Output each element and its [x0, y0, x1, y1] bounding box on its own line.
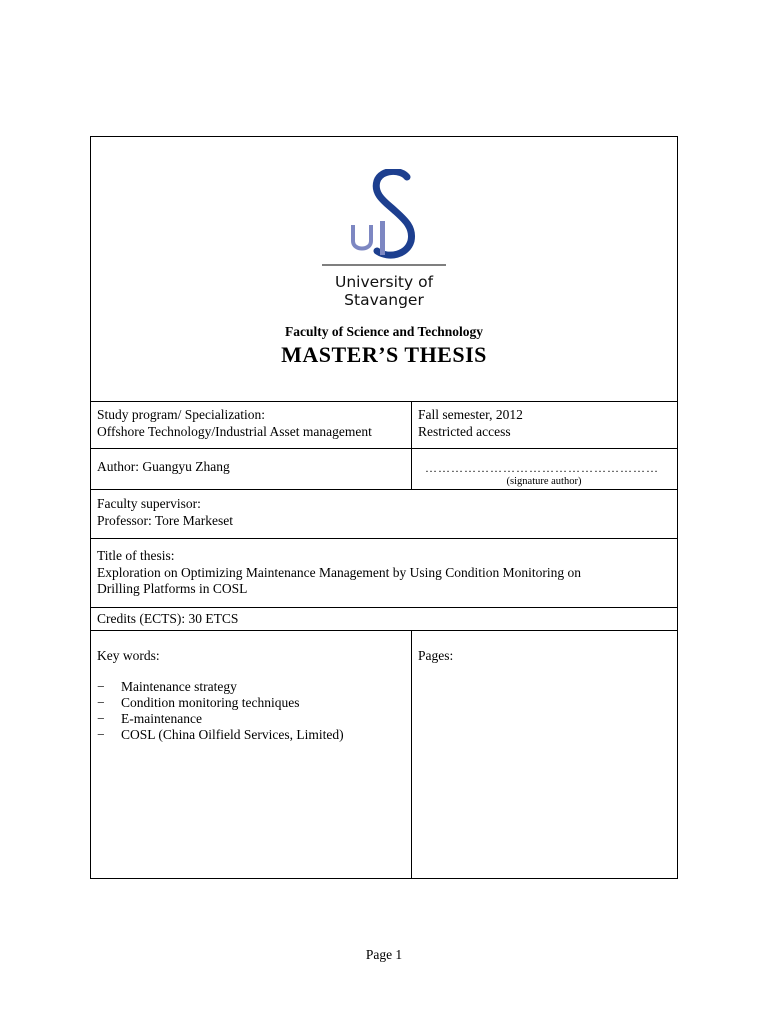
bullet: −	[97, 679, 105, 694]
divider	[91, 630, 677, 631]
pages-label: Pages:	[418, 648, 454, 663]
page-number: Page 1	[365, 947, 403, 962]
thesis-form	[90, 136, 678, 879]
document-title: MASTER’S THESIS	[281, 342, 487, 367]
author-label: Author: Guangyu Zhang	[97, 459, 230, 474]
divider	[91, 607, 677, 608]
keyword-text: Condition monitoring techniques	[121, 695, 300, 710]
keywords-list	[97, 679, 344, 743]
bullet: −	[97, 727, 105, 742]
study-program-label: Study program/ Specialization:	[97, 407, 265, 422]
divider	[91, 489, 677, 490]
divider	[91, 448, 677, 449]
keyword-text: Maintenance strategy	[121, 679, 237, 694]
keywords-label: Key words:	[97, 648, 160, 663]
signature-line: ………………………………………………	[425, 461, 659, 475]
supervisor-value: Professor: Tore Markeset	[97, 513, 234, 528]
list-item	[97, 711, 344, 727]
divider	[91, 538, 677, 539]
semester-value: Fall semester, 2012	[418, 407, 523, 422]
specialization-value: Offshore Technology/Industrial Asset management	[97, 424, 372, 439]
access-value: Restricted access	[418, 424, 511, 439]
thesis-title-label: Title of thesis:	[97, 548, 175, 563]
thesis-title-line2: Drilling Platforms in COSL	[97, 581, 248, 596]
divider	[91, 401, 677, 402]
bullet: −	[97, 695, 105, 710]
list-item	[97, 727, 344, 743]
list-item	[97, 695, 344, 711]
university-name-line1: University of	[334, 273, 434, 291]
supervisor-label: Faculty supervisor:	[97, 496, 201, 511]
keyword-text: COSL (China Oilfield Services, Limited)	[121, 727, 344, 742]
thesis-title-line1: Exploration on Optimizing Maintenance Management by Using Condition Monitoring on	[97, 565, 582, 580]
uis-logo-mark	[319, 169, 449, 269]
credits-label: Credits (ECTS): 30 ETCS	[97, 611, 239, 626]
university-logo	[319, 169, 449, 309]
faculty-name: Faculty of Science and Technology	[284, 324, 483, 339]
university-name-line2: Stavanger	[344, 291, 424, 309]
list-item	[97, 679, 344, 695]
signature-caption: (signature author)	[506, 476, 582, 487]
keyword-text: E-maintenance	[121, 711, 202, 726]
bullet: −	[97, 711, 105, 726]
column-divider	[411, 630, 412, 878]
